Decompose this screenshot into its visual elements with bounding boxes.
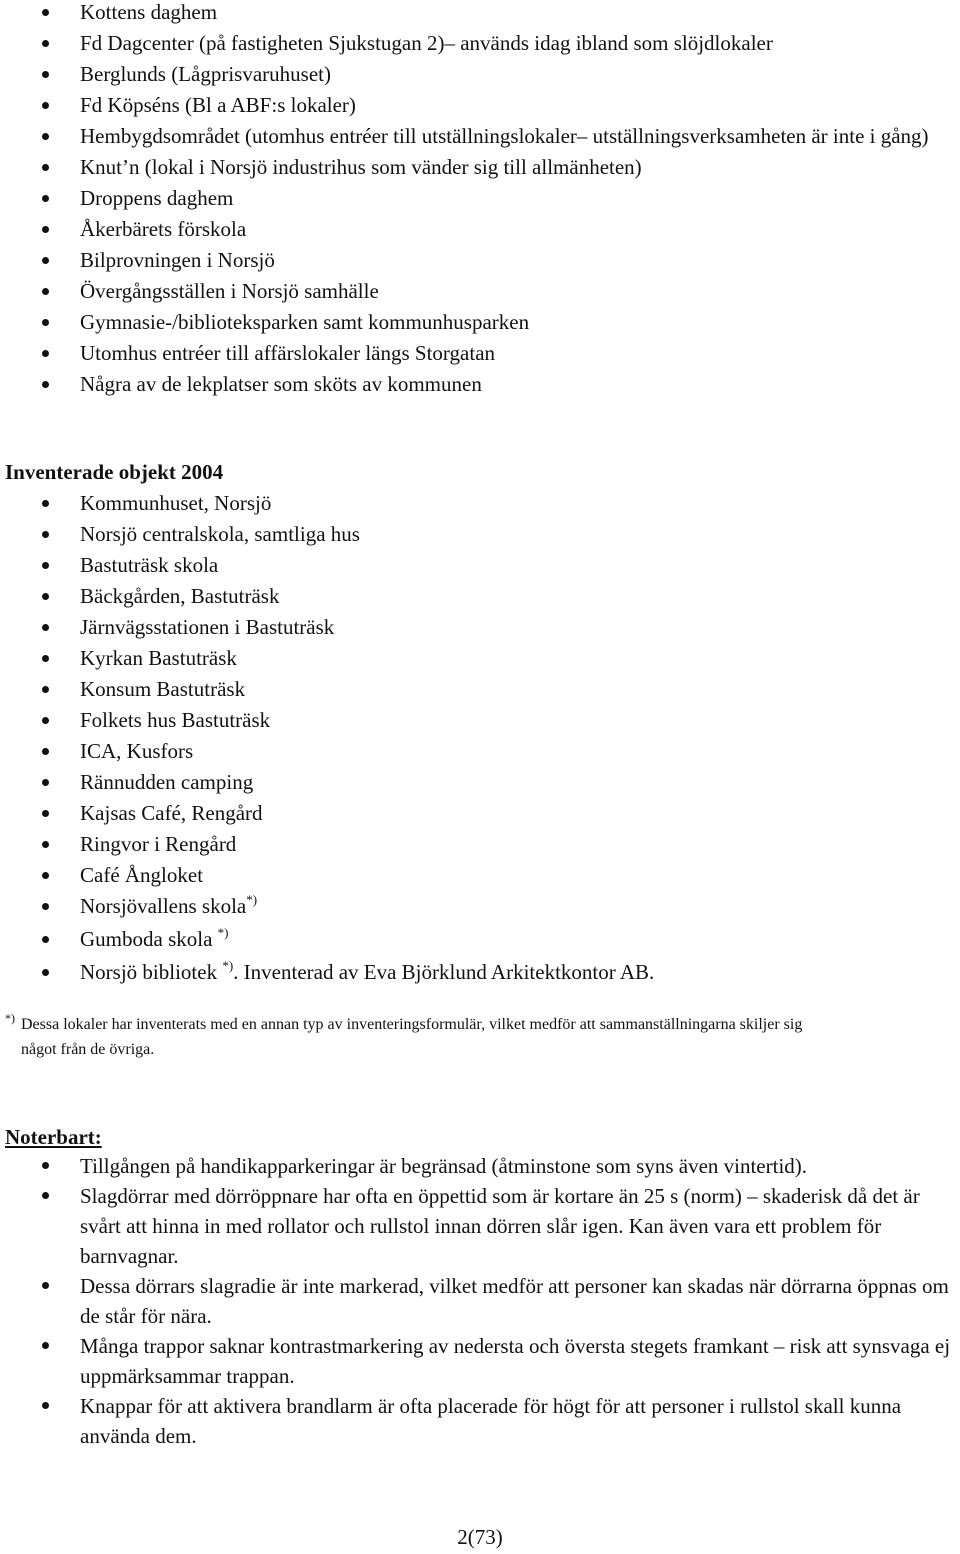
list-item: Berglunds (Lågprisvaruhuset) [0, 59, 960, 90]
list-item: Hembygdsområdet (utomhus entréer till utställningslokaler– utställningsverksamheten är inte i gång) [0, 121, 960, 152]
list-item: Gymnasie-/biblioteksparken samt kommunhusparken [0, 307, 960, 338]
list-item: Några av de lekplatser som sköts av kommunen [0, 369, 960, 400]
list-item-starred [0, 924, 960, 957]
list-item: Folkets hus Bastuträsk [0, 705, 960, 736]
footnote-marker: *) [217, 925, 229, 940]
objects-heading: Inventerade objekt 2004 [5, 460, 224, 484]
list-item: Bäckgården, Bastuträsk [0, 581, 960, 612]
list-item: Kajsas Café, Rengård [0, 798, 960, 829]
inventoried-objects-list [0, 488, 960, 990]
notes-heading: Noterbart: [5, 1125, 102, 1149]
list-item: Slagdörrar med dörröppnare har ofta en öppettid som är kortare än 25 s (norm) – skaderisk då det är svårt att hinna in med rollator och rullstol innan dörren slår igen. Kan även vara ett problem för barnvagnar. [0, 1181, 960, 1271]
list-item: Kommunhuset, Norsjö [0, 488, 960, 519]
item-suffix: . Inventerad av Eva Björklund Arkitektkontor AB. [233, 960, 655, 984]
list-item: Kottens daghem [0, 0, 960, 28]
list-item: Järnvägsstationen i Bastuträsk [0, 612, 960, 643]
list-item: Bilprovningen i Norsjö [0, 245, 960, 276]
list-item: Knut’n (lokal i Norsjö industrihus som vänder sig till allmänheten) [0, 152, 960, 183]
list-item: Kyrkan Bastuträsk [0, 643, 960, 674]
list-item: Utomhus entréer till affärslokaler längs Storgatan [0, 338, 960, 369]
list-item: Ringvor i Rengård [0, 829, 960, 860]
list-item-starred [0, 891, 960, 924]
list-item-starred [0, 957, 960, 990]
list-item: Övergångsställen i Norsjö samhälle [0, 276, 960, 307]
list-item: Bastuträsk skola [0, 550, 960, 581]
list-item: Konsum Bastuträsk [0, 674, 960, 705]
item-text: Norsjövallens skola [80, 894, 247, 918]
notes-list [0, 1151, 960, 1451]
list-item: Café Ångloket [0, 860, 960, 891]
list-item: Fd Köpséns (Bl a ABF:s lokaler) [0, 90, 960, 121]
list-item: Många trappor saknar kontrastmarkering av nedersta och översta stegets framkant – risk att synsvaga ej uppmärksammar trappan. [0, 1331, 960, 1391]
footnote-marker: *) [222, 958, 234, 973]
locations-list [0, 0, 960, 400]
list-item: Rännudden camping [0, 767, 960, 798]
list-item: Dessa dörrars slagradie är inte markerad, vilket medför att personer kan skadas när dörrarna öppnas om de står för nära. [0, 1271, 960, 1331]
list-item: Droppens daghem [0, 183, 960, 214]
list-item: Tillgången på handikapparkeringar är begränsad (åtminstone som syns även vintertid). [0, 1151, 960, 1181]
list-item: Knappar för att aktivera brandlarm är ofta placerade för högt för att personer i rullstol skall kunna använda dem. [0, 1391, 960, 1451]
item-text: Norsjö bibliotek [80, 960, 223, 984]
list-item: Norsjö centralskola, samtliga hus [0, 519, 960, 550]
footnote-marker: *) [246, 892, 258, 907]
item-text: Gumboda skola [80, 927, 218, 951]
list-item: Åkerbärets förskola [0, 214, 960, 245]
list-item: Fd Dagcenter (på fastigheten Sjukstugan 2)– används idag ibland som slöjdlokaler [0, 28, 960, 59]
footnote [5, 1011, 805, 1058]
footnote-text: Dessa lokaler har inventerats med en annan typ av inventeringsformulär, vilket medför att sammanställningarna skiljer sig något från de övriga. [21, 1016, 803, 1058]
footnote-marker: *) [5, 1011, 15, 1025]
page-number: 2(73) [457, 1525, 503, 1549]
list-item: ICA, Kusfors [0, 736, 960, 767]
